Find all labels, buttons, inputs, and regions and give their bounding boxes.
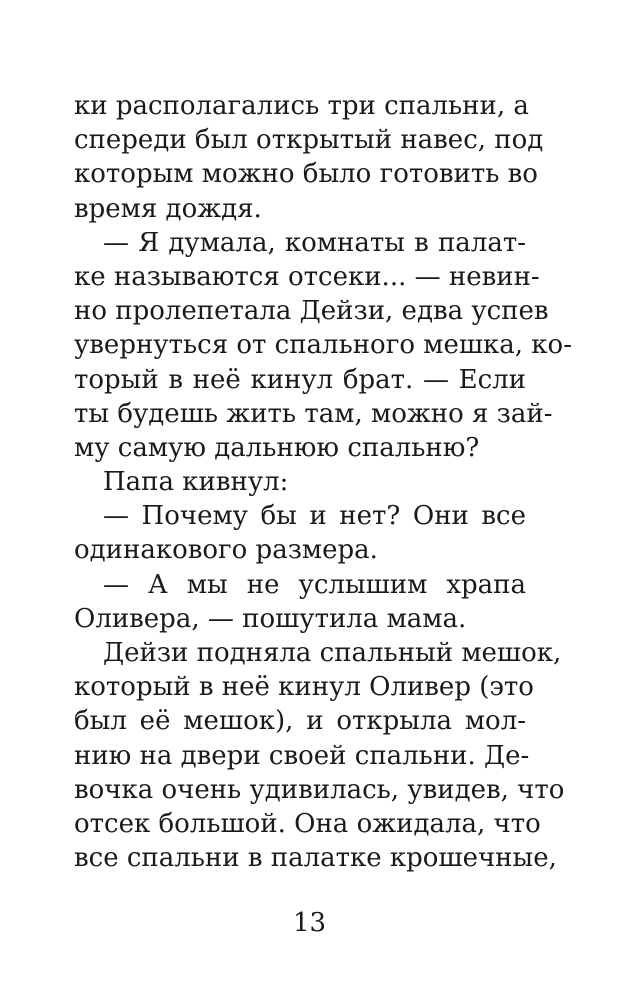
text-line: был её мешок), и открыла мол- xyxy=(74,706,526,737)
text-line: которым можно было готовить во xyxy=(74,159,538,190)
text-line: торый в неё кинул брат. — Если xyxy=(74,364,526,395)
text-line: но пролепетала Дейзи, едва успев xyxy=(74,296,549,327)
body-text xyxy=(74,89,572,875)
text-line: — Я думала, комнаты в палат- xyxy=(103,227,526,258)
text-line: ке называются отсеки... — невин- xyxy=(74,261,540,292)
text-line: вочка очень удивилась, увидев, что xyxy=(74,774,565,805)
text-line: — А мы не услышим храпа xyxy=(103,569,526,600)
text-line: нию на двери своей спальни. Де- xyxy=(74,740,530,771)
text-line: Папа кивнул: xyxy=(103,467,289,498)
text-line: который в неё кинул Оливер (это xyxy=(74,672,534,703)
page-number: 13 xyxy=(292,908,327,938)
text-line: все спальни в палатке крошечные, xyxy=(74,843,557,874)
text-line: спереди был открытый навес, под xyxy=(74,125,544,156)
text-line: — Почему бы и нет? Они все xyxy=(103,501,526,532)
text-line: увернуться от спального мешка, ко- xyxy=(74,330,572,361)
text-line: время дождя. xyxy=(74,193,262,224)
text-line: одинакового размера. xyxy=(74,535,378,566)
text-line: му самую дальнюю спальню? xyxy=(74,432,480,463)
text-line: Оливера, — пошутила мама. xyxy=(74,603,467,634)
text-line: отсек большой. Она ожидала, что xyxy=(74,808,541,839)
text-line: ты будешь жить там, можно я зай- xyxy=(74,398,553,429)
text-line: Дейзи подняла спальный мешок, xyxy=(103,638,562,668)
text-line: ки располагались три спальни, а xyxy=(74,91,529,121)
